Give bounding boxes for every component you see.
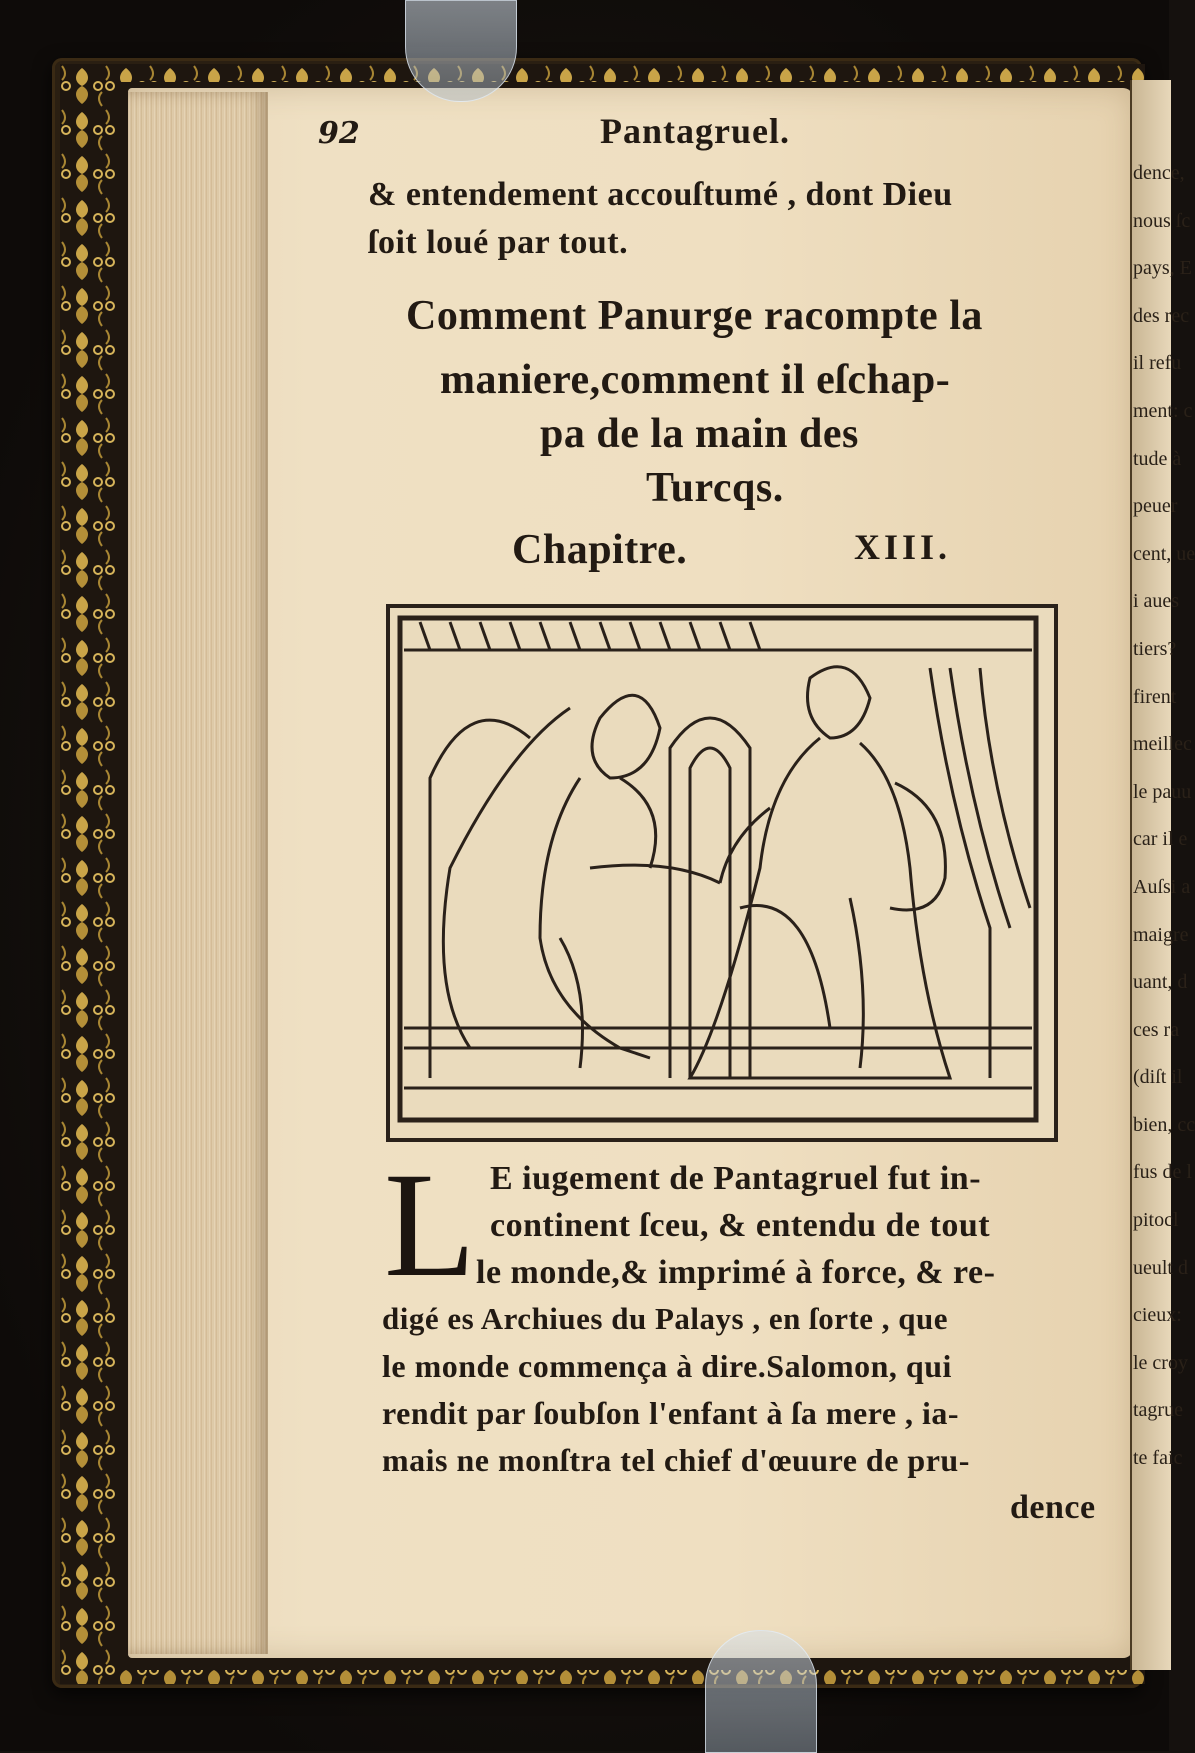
facing-page-line: tiers? xyxy=(1133,637,1177,660)
chapter-number: XIII. xyxy=(854,527,952,567)
facing-page-line: uant, d xyxy=(1133,971,1188,994)
facing-page-line: meillec xyxy=(1133,733,1192,756)
facing-page-line: le croy xyxy=(1133,1351,1188,1374)
body-line-3: le monde,& imprimé à force, & re- xyxy=(476,1254,996,1291)
woodcut-illustration xyxy=(386,604,1058,1142)
facing-page-line: le pauu xyxy=(1133,780,1192,803)
facing-page-line: (diſt il xyxy=(1133,1066,1183,1089)
body-line-4: digé es Archiues du Palays , en ſorte , que xyxy=(382,1301,949,1336)
page-clip-bottom xyxy=(705,1630,817,1753)
facing-page-line: peuer xyxy=(1133,495,1178,518)
facing-page-line: tude à xyxy=(1133,447,1182,470)
chapter-title-line-4: Turcqs. xyxy=(646,465,784,511)
facing-page-line: des rec xyxy=(1133,304,1190,327)
facing-page-line: cieux: xyxy=(1133,1304,1182,1327)
facing-page-line: ces ra xyxy=(1133,1018,1180,1041)
facing-page-line: te faic xyxy=(1133,1447,1183,1470)
drop-cap: L xyxy=(384,1142,476,1308)
facing-page-line: fus de l xyxy=(1133,1161,1192,1184)
running-head: Pantagruel. xyxy=(600,111,790,151)
chapter-title-line-1: Comment Panurge racompte la xyxy=(406,293,983,339)
facing-page-line: il refu xyxy=(1133,352,1182,375)
chapter-title-line-2: maniere,comment il eſchap- xyxy=(440,357,951,403)
facing-page-line: pitocl xyxy=(1133,1209,1179,1232)
facing-page-line: ment: c xyxy=(1133,399,1193,422)
chapter-title-line-3: pa de la main des xyxy=(540,411,859,457)
facing-page-line: maigre xyxy=(1133,923,1189,946)
facing-page-line: tagrue xyxy=(1133,1399,1183,1422)
body-line-2: continent ſceu, & entendu de tout xyxy=(490,1207,991,1244)
body-line-8: dence xyxy=(1010,1489,1096,1526)
facing-page-line: cent, ue xyxy=(1133,542,1195,565)
facing-page-line: nous ſc xyxy=(1133,209,1191,232)
facing-page-line: bien, cc xyxy=(1133,1113,1195,1136)
body-line-6: rendit par ſoubſon l'enfant à ſa mere , ia- xyxy=(382,1395,960,1431)
facing-page-line: Auſsi a xyxy=(1133,875,1191,898)
body-line-1: E iugement de Pantagruel fut in- xyxy=(490,1160,982,1197)
facing-page-line: dence, xyxy=(1133,162,1185,184)
facing-page-line: firent xyxy=(1133,685,1177,708)
opening-line-2: ſoit loué par tout. xyxy=(368,224,629,261)
facing-page-line: i aues xyxy=(1133,590,1180,613)
body-line-5: le monde commença à dire.Salomon, qui xyxy=(382,1348,952,1384)
chapter-label: Chapitre. xyxy=(512,527,688,573)
body-line-7: mais ne monſtra tel chief d'œuure de pru- xyxy=(382,1442,970,1478)
facing-page-line: ueult d xyxy=(1133,1256,1188,1279)
facing-page-line: pays, E xyxy=(1133,257,1192,280)
page-number: 92 xyxy=(318,116,360,151)
facing-page-line: car il e xyxy=(1133,828,1188,851)
opening-line-1: & entendement accouſtumé , dont Dieu xyxy=(368,176,953,213)
page-edges xyxy=(128,92,268,1654)
facing-page-text xyxy=(1133,150,1195,1483)
